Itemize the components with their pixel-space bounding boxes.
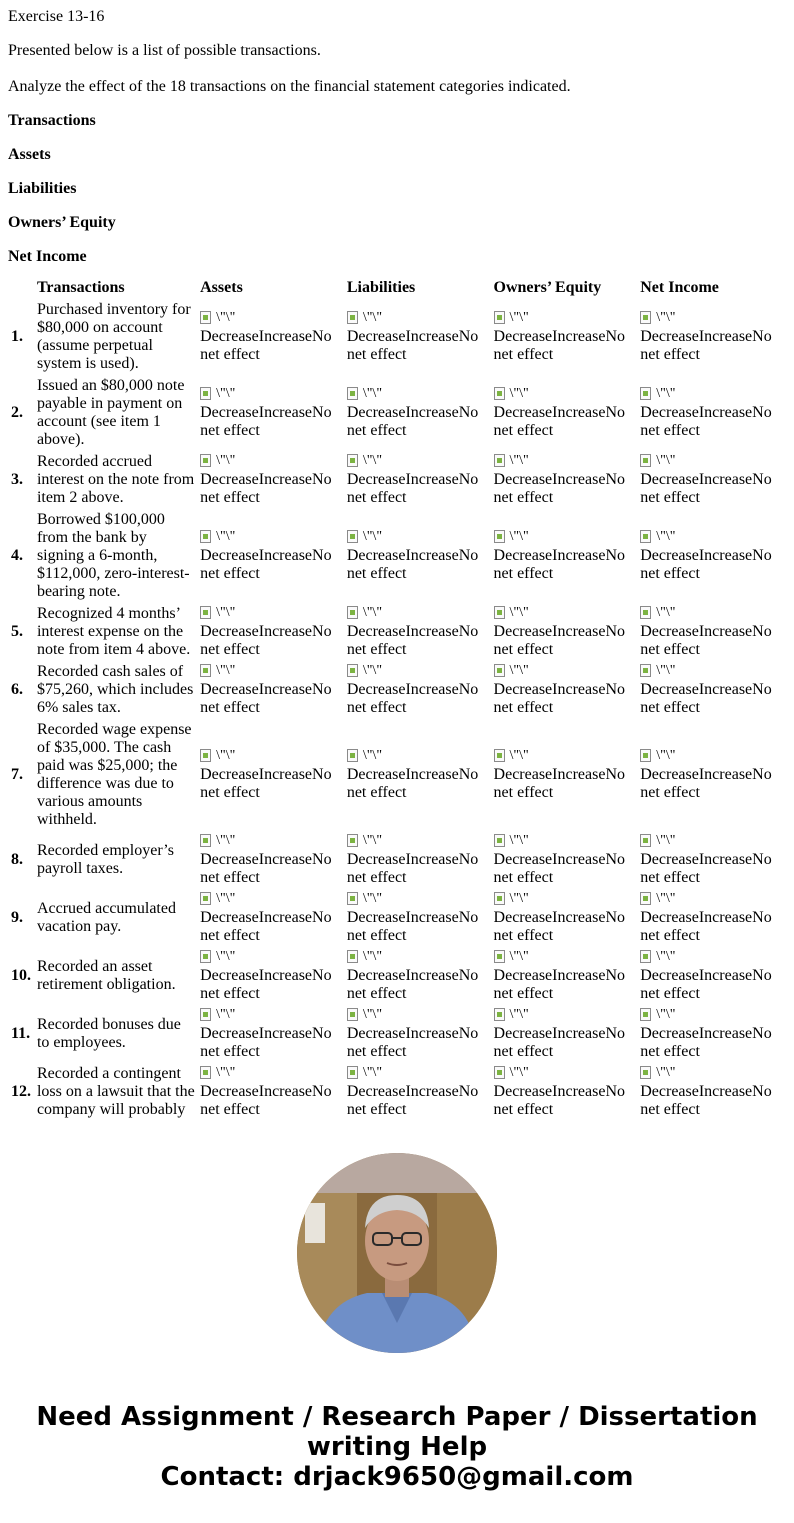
assets-cell (199, 948, 344, 1004)
assets-cell (199, 1006, 344, 1062)
author-photo (297, 1153, 497, 1353)
table-row (10, 832, 784, 888)
broken-image-icon: \"\" (347, 891, 382, 906)
broken-image-icon: \"\" (640, 891, 675, 906)
header-net-income: Net Income (640, 279, 719, 296)
assets-cell (199, 1064, 344, 1120)
assets-options[interactable]: DecreaseIncreaseNo net effect (200, 1025, 332, 1060)
owners-equity-options[interactable]: DecreaseIncreaseNo net effect (493, 766, 625, 801)
liabilities-cell (346, 452, 491, 508)
exercise-title: Exercise 13-16 (8, 8, 105, 25)
broken-image-icon: \"\" (347, 833, 382, 848)
net-income-cell (639, 510, 784, 602)
transaction-number: 12. (11, 1083, 31, 1100)
broken-image-icon: \"\" (347, 1065, 382, 1080)
assets-options[interactable]: DecreaseIncreaseNo net effect (200, 623, 332, 658)
table-row (10, 948, 784, 1004)
transaction-text: Recorded a contingent loss on a lawsuit that the company will probably (36, 1065, 195, 1118)
broken-image-icon: \"\" (494, 529, 529, 544)
net-income-options[interactable]: DecreaseIncreaseNo net effect (640, 547, 772, 582)
table-row (10, 604, 784, 660)
owners-equity-options[interactable]: DecreaseIncreaseNo net effect (493, 328, 625, 363)
liabilities-options[interactable]: DecreaseIncreaseNo net effect (346, 681, 479, 716)
net-income-cell (639, 1064, 784, 1120)
net-income-cell (639, 890, 784, 946)
broken-image-icon: \"\" (494, 310, 529, 325)
transaction-number: 5. (11, 623, 23, 640)
transaction-number: 11. (11, 1025, 31, 1042)
liabilities-options[interactable]: DecreaseIncreaseNo net effect (346, 909, 479, 944)
transaction-number: 10. (11, 967, 31, 984)
net-income-cell (639, 832, 784, 888)
header-owners-equity: Owners’ Equity (493, 279, 602, 296)
header-transactions: Transactions (36, 279, 125, 296)
broken-image-icon: \"\" (347, 1007, 382, 1022)
broken-image-icon: \"\" (347, 529, 382, 544)
broken-image-icon: \"\" (200, 605, 235, 620)
broken-image-icon: \"\" (200, 1007, 235, 1022)
broken-image-icon: \"\" (494, 891, 529, 906)
net-income-options[interactable]: DecreaseIncreaseNo net effect (640, 766, 772, 801)
table-row (10, 1006, 784, 1062)
broken-image-icon: \"\" (200, 748, 235, 763)
owners-equity-cell (493, 300, 638, 374)
intro-text: Presented below is a list of possible transactions. (8, 42, 321, 59)
liabilities-options[interactable]: DecreaseIncreaseNo net effect (346, 1025, 479, 1060)
liabilities-cell (346, 604, 491, 660)
transaction-text: Recorded accrued interest on the note from item 2 above. (36, 453, 195, 506)
broken-image-icon: \"\" (347, 386, 382, 401)
owners-equity-options[interactable]: DecreaseIncreaseNo net effect (493, 404, 625, 439)
assets-options[interactable]: DecreaseIncreaseNo net effect (200, 681, 332, 716)
header-assets: Assets (200, 279, 243, 296)
broken-image-icon: \"\" (640, 605, 675, 620)
assets-cell (199, 376, 344, 450)
owners-equity-options[interactable]: DecreaseIncreaseNo net effect (493, 909, 625, 944)
net-income-cell (639, 662, 784, 718)
net-income-cell (639, 1006, 784, 1062)
help-line-2: writing Help (306, 1432, 488, 1462)
net-income-options[interactable]: DecreaseIncreaseNo net effect (640, 623, 772, 658)
transaction-number: 6. (11, 681, 23, 698)
table-row (10, 452, 784, 508)
table-row (10, 376, 784, 450)
broken-image-icon: \"\" (640, 833, 675, 848)
transaction-text: Recorded an asset retirement obligation. (36, 958, 176, 993)
assets-options[interactable]: DecreaseIncreaseNo net effect (200, 404, 332, 439)
broken-image-icon: \"\" (494, 453, 529, 468)
assets-cell (199, 452, 344, 508)
author-avatar (297, 1153, 497, 1353)
assets-options[interactable]: DecreaseIncreaseNo net effect (200, 471, 332, 506)
liabilities-cell (346, 662, 491, 718)
label-liabilities: Liabilities (8, 180, 77, 197)
liabilities-options[interactable]: DecreaseIncreaseNo net effect (346, 1083, 479, 1118)
broken-image-icon: \"\" (200, 663, 235, 678)
broken-image-icon: \"\" (494, 663, 529, 678)
broken-image-icon: \"\" (494, 1007, 529, 1022)
net-income-options[interactable]: DecreaseIncreaseNo net effect (640, 851, 772, 886)
broken-image-icon: \"\" (200, 833, 235, 848)
liabilities-options[interactable]: DecreaseIncreaseNo net effect (346, 471, 479, 506)
broken-image-icon: \"\" (347, 605, 382, 620)
owners-equity-cell (493, 1006, 638, 1062)
net-income-cell (639, 948, 784, 1004)
liabilities-cell (346, 948, 491, 1004)
transaction-number: 3. (11, 471, 23, 488)
liabilities-cell (346, 510, 491, 602)
broken-image-icon: \"\" (494, 386, 529, 401)
broken-image-icon: \"\" (347, 748, 382, 763)
help-line-1: Need Assignment / Research Paper / Dissertation (36, 1402, 758, 1432)
liabilities-options[interactable]: DecreaseIncreaseNo net effect (346, 766, 479, 801)
owners-equity-options[interactable]: DecreaseIncreaseNo net effect (493, 967, 625, 1002)
broken-image-icon: \"\" (200, 310, 235, 325)
transaction-text: Purchased inventory for $80,000 on account (assume perpetual system is used). (36, 301, 191, 372)
owners-equity-cell (493, 510, 638, 602)
broken-image-icon: \"\" (640, 310, 675, 325)
label-owners-equity: Owners’ Equity (8, 214, 116, 231)
broken-image-icon: \"\" (200, 386, 235, 401)
assets-cell (199, 720, 344, 830)
net-income-options[interactable]: DecreaseIncreaseNo net effect (640, 681, 772, 716)
broken-image-icon: \"\" (640, 663, 675, 678)
broken-image-icon: \"\" (347, 663, 382, 678)
header-liabilities: Liabilities (346, 279, 416, 296)
assets-options[interactable]: DecreaseIncreaseNo net effect (200, 967, 332, 1002)
owners-equity-cell (493, 452, 638, 508)
broken-image-icon: \"\" (640, 529, 675, 544)
owners-equity-options[interactable]: DecreaseIncreaseNo net effect (493, 1083, 625, 1118)
owners-equity-cell (493, 948, 638, 1004)
label-net-income: Net Income (8, 248, 87, 265)
liabilities-options[interactable]: DecreaseIncreaseNo net effect (346, 967, 479, 1002)
owners-equity-cell (493, 720, 638, 830)
owners-equity-cell (493, 376, 638, 450)
owners-equity-cell (493, 890, 638, 946)
broken-image-icon: \"\" (494, 833, 529, 848)
assets-options[interactable]: DecreaseIncreaseNo net effect (200, 547, 332, 582)
broken-image-icon: \"\" (200, 891, 235, 906)
net-income-options[interactable]: DecreaseIncreaseNo net effect (640, 328, 772, 363)
instruction-text: Analyze the effect of the 18 transactions on the financial statement categories indicated. (8, 78, 571, 95)
liabilities-options[interactable]: DecreaseIncreaseNo net effect (346, 404, 479, 439)
net-income-cell (639, 452, 784, 508)
liabilities-cell (346, 376, 491, 450)
broken-image-icon: \"\" (494, 748, 529, 763)
broken-image-icon: \"\" (640, 1065, 675, 1080)
broken-image-icon: \"\" (347, 949, 382, 964)
broken-image-icon: \"\" (640, 386, 675, 401)
transactions-table-viewport[interactable] (8, 276, 786, 1122)
transaction-text: Recognized 4 months’ interest expense on the note from item 4 above. (36, 605, 191, 658)
transaction-text: Recorded bonuses due to employees. (36, 1016, 181, 1051)
net-income-options[interactable]: DecreaseIncreaseNo net effect (640, 471, 772, 506)
table-row (10, 890, 784, 946)
liabilities-cell (346, 832, 491, 888)
liabilities-options[interactable]: DecreaseIncreaseNo net effect (346, 328, 479, 363)
liabilities-options[interactable]: DecreaseIncreaseNo net effect (346, 547, 479, 582)
owners-equity-cell (493, 1064, 638, 1120)
broken-image-icon: \"\" (347, 453, 382, 468)
net-income-options[interactable]: DecreaseIncreaseNo net effect (640, 404, 772, 439)
net-income-options[interactable]: DecreaseIncreaseNo net effect (640, 1025, 772, 1060)
owners-equity-cell (493, 662, 638, 718)
liabilities-cell (346, 890, 491, 946)
net-income-options[interactable]: DecreaseIncreaseNo net effect (640, 909, 772, 944)
transaction-text: Issued an $80,000 note payable in payment on account (see item 1 above). (36, 377, 185, 448)
table-row (10, 662, 784, 718)
assets-cell (199, 510, 344, 602)
assets-options[interactable]: DecreaseIncreaseNo net effect (200, 851, 332, 886)
assets-options[interactable]: DecreaseIncreaseNo net effect (200, 909, 332, 944)
broken-image-icon: \"\" (200, 453, 235, 468)
owners-equity-options[interactable]: DecreaseIncreaseNo net effect (493, 471, 625, 506)
table-row (10, 510, 784, 602)
net-income-cell (639, 376, 784, 450)
owners-equity-cell (493, 604, 638, 660)
assets-cell (199, 300, 344, 374)
assets-options[interactable]: DecreaseIncreaseNo net effect (200, 766, 332, 801)
assets-options[interactable]: DecreaseIncreaseNo net effect (200, 328, 332, 363)
net-income-options[interactable]: DecreaseIncreaseNo net effect (640, 1083, 772, 1118)
liabilities-cell (346, 1006, 491, 1062)
broken-image-icon: \"\" (347, 310, 382, 325)
broken-image-icon: \"\" (200, 949, 235, 964)
owners-equity-options[interactable]: DecreaseIncreaseNo net effect (493, 623, 625, 658)
assets-options[interactable]: DecreaseIncreaseNo net effect (200, 1083, 332, 1118)
table-row (10, 720, 784, 830)
help-banner (0, 1402, 794, 1492)
assets-cell (199, 662, 344, 718)
broken-image-icon: \"\" (494, 605, 529, 620)
label-assets: Assets (8, 146, 51, 163)
table-row (10, 1064, 784, 1120)
liabilities-options[interactable]: DecreaseIncreaseNo net effect (346, 851, 479, 886)
liabilities-cell (346, 300, 491, 374)
transaction-text: Recorded cash sales of $75,260, which includes 6% sales tax. (36, 663, 194, 716)
liabilities-options[interactable]: DecreaseIncreaseNo net effect (346, 623, 479, 658)
broken-image-icon: \"\" (200, 529, 235, 544)
transaction-number: 1. (11, 328, 23, 345)
transaction-number: 4. (11, 547, 23, 564)
table-row (10, 300, 784, 374)
label-transactions: Transactions (8, 112, 96, 129)
owners-equity-cell (493, 832, 638, 888)
liabilities-cell (346, 720, 491, 830)
broken-image-icon: \"\" (640, 949, 675, 964)
net-income-cell (639, 300, 784, 374)
net-income-options[interactable]: DecreaseIncreaseNo net effect (640, 967, 772, 1002)
broken-image-icon: \"\" (200, 1065, 235, 1080)
transaction-number: 2. (11, 404, 23, 421)
owners-equity-options[interactable]: DecreaseIncreaseNo net effect (493, 547, 625, 582)
owners-equity-options[interactable]: DecreaseIncreaseNo net effect (493, 681, 625, 716)
assets-cell (199, 890, 344, 946)
owners-equity-options[interactable]: DecreaseIncreaseNo net effect (493, 1025, 625, 1060)
transaction-text: Recorded employer’s payroll taxes. (36, 842, 174, 877)
table-header-row (10, 278, 784, 298)
transaction-number: 8. (11, 851, 23, 868)
broken-image-icon: \"\" (640, 453, 675, 468)
broken-image-icon: \"\" (494, 949, 529, 964)
assets-cell (199, 604, 344, 660)
transaction-text: Recorded wage expense of $35,000. The cash paid was $25,000; the difference was due to various amounts withheld. (36, 721, 192, 828)
transaction-text: Borrowed $100,000 from the bank by signing a 6-month, $112,000, zero-interest-bearing note. (36, 511, 190, 600)
table-body (10, 300, 784, 1120)
transaction-number: 9. (11, 909, 23, 926)
net-income-cell (639, 720, 784, 830)
transaction-text: Accrued accumulated vacation pay. (36, 900, 176, 935)
owners-equity-options[interactable]: DecreaseIncreaseNo net effect (493, 851, 625, 886)
broken-image-icon: \"\" (640, 748, 675, 763)
help-contact[interactable]: Contact: drjack9650@gmail.com (160, 1462, 634, 1492)
transaction-number: 7. (11, 766, 23, 783)
transactions-table (8, 276, 786, 1122)
broken-image-icon: \"\" (494, 1065, 529, 1080)
net-income-cell (639, 604, 784, 660)
assets-cell (199, 832, 344, 888)
liabilities-cell (346, 1064, 491, 1120)
broken-image-icon: \"\" (640, 1007, 675, 1022)
